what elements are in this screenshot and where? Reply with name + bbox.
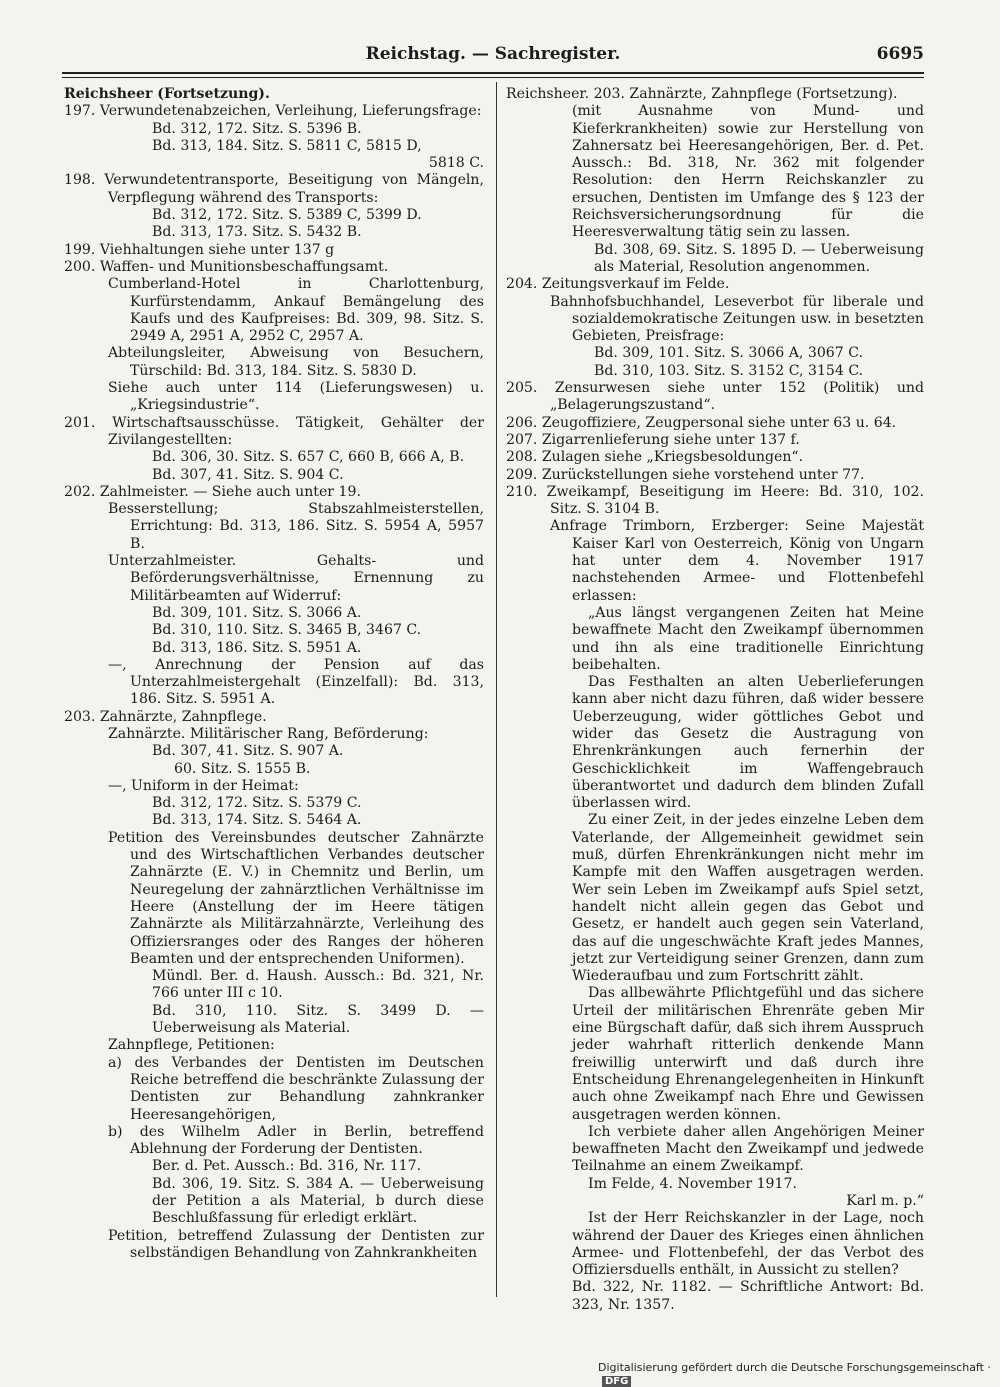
right-column: [506, 86, 924, 1314]
left-column-line: Bd. 313, 173. Sitz. S. 5432 B.: [152, 224, 362, 241]
right-column-line: (mit Ausnahme von Mund- und Kieferkrankheiten) sowie zur Herstellung von Zahnersatz bei Heeresangehörigen, Ber. d. Pet. Aussch.: Bd. 318, Nr. 362 mit folgender Resolution: den Herrn Reichskanzler zu ersuchen, Dentisten im Umfange des § 123 der Reichsversicherungsordnung für die Heeresverwaltung tätig sein zu lassen.: [572, 103, 924, 241]
left-column-line: —, Uniform in der Heimat:: [108, 777, 299, 794]
left-column: [64, 86, 484, 1262]
left-column-line: Petition, betreffend Zulassung der Dentisten zur selbständigen Behandlung von Zahnkrankheiten: [108, 1227, 484, 1261]
left-column-line: Bd. 312, 172. Sitz. S. 5379 C.: [152, 795, 362, 812]
footer-credit: [598, 1361, 1000, 1387]
left-column-line: Abteilungsleiter, Abweisung von Besuchern, Türschild: Bd. 313, 184. Sitz. S. 5830 D.: [108, 345, 484, 379]
right-column-line: Ist der Herr Reichskanzler in der Lage, noch während der Dauer des Krieges einen ähnlichen Armee- und Flottenbefehl, der das Verbot des Offiziersduells enthält, in Aussicht zu stellen?: [572, 1210, 924, 1279]
left-column-line: 202. Zahlmeister. — Siehe auch unter 19.: [64, 483, 361, 500]
left-column-line: 60. Sitz. S. 1555 B.: [174, 760, 311, 777]
left-column-line: Cumberland-Hotel in Charlottenburg, Kurfürstendamm, Ankauf Bemängelung des Kaufs und des Kaufpreises: Bd. 309, 98. Sitz. S. 2949 A, 2951 A, 2952 C, 2957 A.: [108, 276, 484, 345]
left-column-line: 5818 C.: [428, 155, 484, 172]
left-column-line: Bd. 313, 186. Sitz. S. 5951 A.: [152, 639, 362, 656]
left-column-line: Bd. 313, 184. Sitz. S. 5811 C, 5815 D,: [152, 137, 422, 154]
right-column-line: 206. Zeugoffiziere, Zeugpersonal siehe unter 63 u. 64.: [506, 414, 897, 431]
right-column-line: Bahnhofsbuchhandel, Leseverbot für liberale und sozialdemokratische Zeitungen usw. in besetzten Gebieten, Preisfrage:: [550, 293, 924, 345]
footer-text: Digitalisierung gefördert durch die Deutsche Forschungsgemeinschaft ·: [598, 1361, 991, 1374]
left-column-line: Besserstellung; Stabszahlmeisterstellen, Errichtung: Bd. 313, 186. Sitz. S. 5954 A, 5957 B.: [108, 501, 484, 552]
right-column-line: Karl m. p.“: [846, 1193, 924, 1209]
left-column-line: Bd. 310, 110. Sitz. S. 3499 D. — Ueberweisung als Material.: [152, 1002, 484, 1037]
left-column-line: Bd. 306, 30. Sitz. S. 657 C, 660 B, 666 A, B.: [152, 449, 465, 466]
page-number: 6695: [876, 44, 924, 64]
left-column-line: Zahnärzte. Militärischer Rang, Beförderung:: [108, 725, 429, 742]
right-column-line: 204. Zeitungsverkauf im Felde.: [506, 276, 730, 293]
left-column-line: Bd. 306, 19. Sitz. S. 384 A. — Ueberweisung der Petition a als Material, b durch diese Beschlußfassung für erledigt erklärt.: [152, 1175, 484, 1227]
right-column-line: 210. Zweikampf, Beseitigung im Heere: Bd. 310, 102. Sitz. S. 3104 B.: [506, 483, 924, 518]
right-column-line: Anfrage Trimborn, Erzberger: Seine Majestät Kaiser Karl von Oesterreich, König von Ungarn hat unter dem 4. November 1917 nachstehenden Armee- und Flottenbefehl erlassen:: [550, 518, 924, 604]
right-column-line: Das Festhalten an alten Ueberlieferungen kann aber nicht dazu führen, daß wider bessere Ueberzeugung, wider göttliches Gebot und wider das Gesetz die Austragung von Ehrenkränkungen auch fernerhin der Geschicklichkeit im Waffengebrauch überantwortet und dadurch dem blinden Zufall überlassen wird.: [572, 674, 924, 812]
left-column-line: 203. Zahnärzte, Zahnpflege.: [64, 708, 267, 725]
left-column-line: 198. Verwundetentransporte, Beseitigung von Mängeln, Verpflegung während des Transports:: [64, 172, 484, 206]
right-column-line: Das allbewährte Pflichtgefühl und das sichere Urteil der militärischen Ehrenräte geben Mir eine Bürgschaft dafür, daß sich ihrem Ausspruch jeder wahrhaft ritterlich denkende Mann freiwillig unterwirft und daß durch ihre Entscheidung Ehrenangelegenheiten in Hinkunft auch ohne Zweikampf nach Ehre und Gewissen ausgetragen werden können.: [572, 985, 924, 1123]
left-column-line: —, Anrechnung der Pension auf das Unterzahlmeistergehalt (Einzelfall): Bd. 313, 186. Sitz. S. 5951 A.: [108, 656, 484, 708]
left-column-line: Zahnpflege, Petitionen:: [108, 1037, 275, 1054]
running-title: Reichstag. — Sachregister.: [365, 44, 621, 64]
right-column-line: Bd. 308, 69. Sitz. S. 1895 D. — Ueberweisung als Material, Resolution angenommen.: [594, 241, 924, 275]
left-column-line: Bd. 313, 174. Sitz. S. 5464 A.: [152, 812, 362, 829]
column-divider: [496, 82, 497, 1297]
page-header: [62, 44, 924, 68]
left-column-line: Ber. d. Pet. Aussch.: Bd. 316, Nr. 117.: [152, 1158, 422, 1175]
left-column-line: 200. Waffen- und Munitionsbeschaffungsamt.: [64, 258, 389, 275]
left-column-line: Bd. 307, 41. Sitz. S. 904 C.: [152, 466, 344, 483]
left-column-line: Bd. 309, 101. Sitz. S. 3066 A.: [152, 604, 362, 621]
dfg-logo: DFG: [602, 1376, 631, 1387]
right-column-line: Ich verbiete daher allen Angehörigen Meiner bewaffneten Macht den Zweikampf und jedwede Teilnahme an einem Zweikampf.: [572, 1123, 924, 1175]
left-column-line: 201. Wirtschaftsausschüsse. Tätigkeit, Gehälter der Zivilangestellten:: [64, 414, 484, 448]
right-column-line: 209. Zurückstellungen siehe vorstehend unter 77.: [506, 466, 865, 483]
left-column-line: a) des Verbandes der Dentisten im Deutschen Reiche betreffend die beschränkte Zulassung der Dentisten zur Behandlung zahnkranker Heeresangehörigen,: [108, 1054, 484, 1123]
left-column-line: 197. Verwundetenabzeichen, Verleihung, Lieferungsfrage:: [64, 103, 482, 120]
left-column-line: Bd. 307, 41. Sitz. S. 907 A.: [152, 743, 344, 760]
left-column-line: Reichsheer (Fortsetzung).: [64, 86, 270, 102]
left-column-line: Unterzahlmeister. Gehalts- und Beförderungsverhältnisse, Ernennung zu Militärbeamten auf Widerruf:: [108, 553, 484, 604]
right-column-line: Bd. 322, Nr. 1182. — Schriftliche Antwort: Bd. 323, Nr. 1357.: [572, 1279, 924, 1313]
right-column-line: Reichsheer. 203. Zahnärzte, Zahnpflege (Fortsetzung).: [506, 86, 898, 102]
right-column-line: 208. Zulagen siehe „Kriegsbesoldungen“.: [506, 449, 804, 466]
right-column-line: 207. Zigarrenlieferung siehe unter 137 f.: [506, 431, 800, 448]
left-column-line: Siehe auch unter 114 (Lieferungswesen) u. „Kriegsindustrie“.: [108, 380, 484, 414]
right-column-line: Bd. 309, 101. Sitz. S. 3066 A, 3067 C.: [594, 345, 863, 362]
left-column-line: Bd. 312, 172. Sitz. S. 5396 B.: [152, 120, 362, 137]
left-column-line: 199. Viehhaltungen siehe unter 137 g: [64, 241, 335, 258]
left-column-line: Petition des Vereinsbundes deutscher Zahnärzte und des Wirtschaftlichen Verbandes deutscher Zahnärzte (E. V.) in Chemnitz und Berlin, um Neuregelung der zahnärztlichen Verhältnisse im Heere (Anstellung der im Heere tätigen Zahnärzte als Militärzahnärzte, Verleihung des Offiziersranges oder des Ranges der höheren Beamten und der entsprechenden Uniformen).: [108, 829, 484, 967]
right-column-line: Zu einer Zeit, in der jedes einzelne Leben dem Vaterlande, der Allgemeinheit gewidmet sein muß, dürfen Ehrenkränkungen nicht mehr im Kampfe mit den Waffen ausgetragen werden. Wer sein Leben im Zweikampf aufs Spiel setzt, handelt nicht allein gegen das Gebot und Gesetz, er handelt auch gegen sein Vaterland, das auf die ungeschwächte Kraft jedes Mannes, jetzt zur Verteidigung seiner Grenzen, dann zum Wiederaufbau und zum Fortschritt zählt.: [572, 812, 924, 985]
left-column-line: Bd. 312, 172. Sitz. S. 5389 C, 5399 D.: [152, 207, 422, 224]
right-column-line: Bd. 310, 103. Sitz. S. 3152 C, 3154 C.: [594, 362, 864, 379]
header-rule: [62, 72, 924, 78]
left-column-line: Mündl. Ber. d. Haush. Aussch.: Bd. 321, Nr. 766 unter III c 10.: [152, 968, 484, 1002]
right-column-line: Im Felde, 4. November 1917.: [588, 1175, 797, 1192]
right-column-line: „Aus längst vergangenen Zeiten hat Meine bewaffnete Macht den Zweikampf übernommen und ihn als eine traditionelle Einrichtung beibehalten.: [572, 604, 924, 673]
left-column-line: Bd. 310, 110. Sitz. S. 3465 B, 3467 C.: [152, 622, 422, 639]
left-column-line: b) des Wilhelm Adler in Berlin, betreffend Ablehnung der Forderung der Dentisten.: [108, 1123, 484, 1158]
right-column-line: 205. Zensurwesen siehe unter 152 (Politik) und „Belagerungszustand“.: [506, 380, 924, 414]
